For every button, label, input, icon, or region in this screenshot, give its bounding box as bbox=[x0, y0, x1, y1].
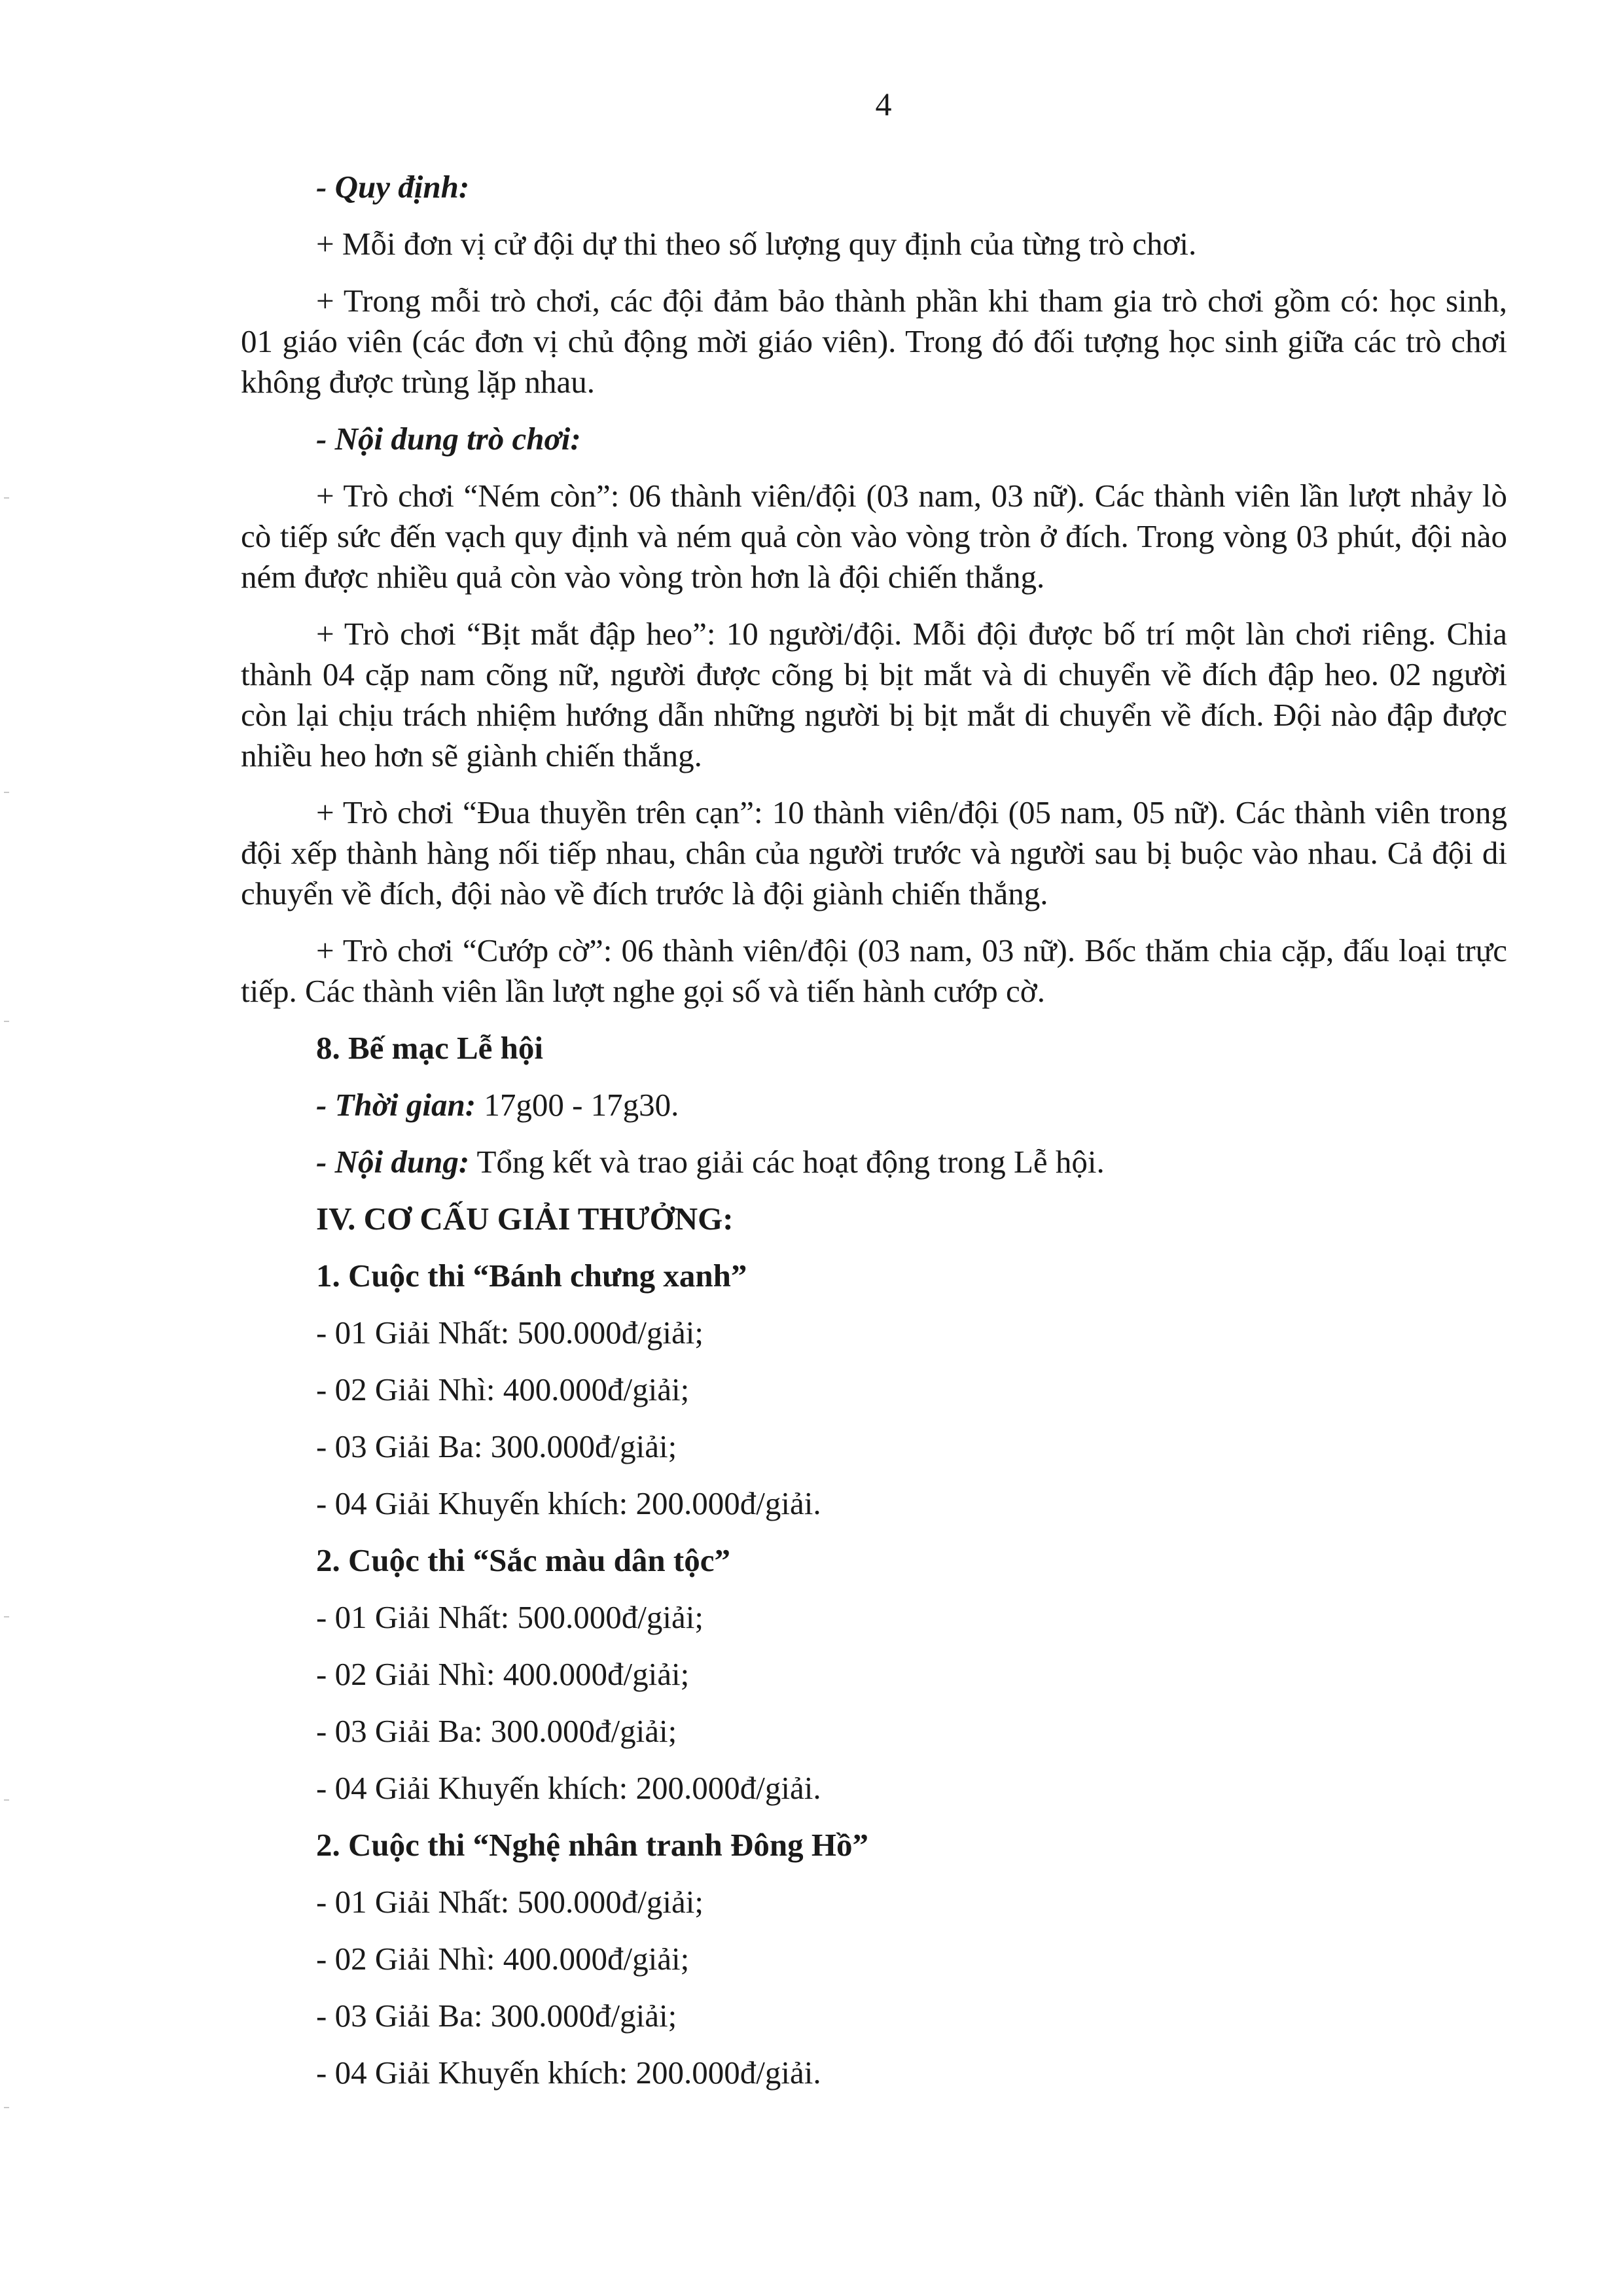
awards-heading: IV. CƠ CẤU GIẢI THƯỞNG: bbox=[316, 1201, 734, 1237]
rules-label bbox=[241, 167, 1507, 207]
document-body bbox=[241, 167, 1507, 2110]
prize-item: - 01 Giải Nhất: 500.000đ/giải; bbox=[316, 1884, 704, 1920]
prize-item: - 02 Giải Nhì: 400.000đ/giải; bbox=[316, 1656, 690, 1692]
scan-mark bbox=[4, 2107, 9, 2108]
prize-item: - 04 Giải Khuyến khích: 200.000đ/giải. bbox=[316, 1770, 821, 1806]
game-item: + Trò chơi “Ném còn”: 06 thành viên/đội (03 nam, 03 nữ). Các thành viên lần lượt nhảy lò cò tiếp sức đến vạch quy định và ném quả còn vào vòng tròn ở đích. Trong vòng 03 phút, đội nào ném được nhiều quả còn vào vòng tròn hơn là đội chiến thắng. bbox=[241, 478, 1507, 595]
game-item: + Trò chơi “Bịt mắt đập heo”: 10 người/đội. Mỗi đội được bố trí một làn chơi riêng. Chia thành 04 cặp nam cõng nữ, người được cõng bị bịt mắt và di chuyển về đích đập heo. 02 người còn lại chịu trách nhiệm hướng dẫn những người bị bịt mắt di chuyển về đích. Đội nào đập được nhiều heo hơn sẽ giành chiến thắng. bbox=[241, 616, 1507, 773]
prize-item: - 04 Giải Khuyến khích: 200.000đ/giải. bbox=[316, 1485, 821, 1521]
contest-title: 2. Cuộc thi “Sắc màu dân tộc” bbox=[316, 1542, 730, 1578]
prize-item: - 02 Giải Nhì: 400.000đ/giải; bbox=[316, 1371, 690, 1407]
contest-block bbox=[241, 1256, 1507, 1524]
games-label-text: - Nội dung trò chơi: bbox=[316, 421, 581, 457]
rules-label-text: - Quy định: bbox=[316, 169, 470, 205]
scan-mark bbox=[4, 792, 9, 793]
closing-time-label: - Thời gian: bbox=[316, 1087, 476, 1123]
prize-item: - 03 Giải Ba: 300.000đ/giải; bbox=[316, 1998, 677, 2034]
prize-item: - 04 Giải Khuyến khích: 200.000đ/giải. bbox=[316, 2055, 821, 2091]
prize-item: - 01 Giải Nhất: 500.000đ/giải; bbox=[316, 1315, 704, 1351]
prize-item: - 03 Giải Ba: 300.000đ/giải; bbox=[316, 1428, 677, 1464]
closing-content-label: - Nội dung: bbox=[316, 1144, 470, 1180]
contest-block bbox=[241, 1825, 1507, 2093]
scan-mark bbox=[4, 1799, 9, 1801]
closing-content-value: Tổng kết và trao giải các hoạt động trong Lễ hội. bbox=[469, 1144, 1105, 1180]
scan-mark bbox=[4, 1021, 9, 1022]
game-item: + Trò chơi “Đua thuyền trên cạn”: 10 thành viên/đội (05 nam, 05 nữ). Các thành viên trong đội xếp thành hàng nối tiếp nhau, chân của người trước và người sau bị buộc vào nhau. Cả đội di chuyển về đích, đội nào về đích trước là đội giành chiến thắng. bbox=[241, 794, 1507, 911]
prize-item: - 02 Giải Nhì: 400.000đ/giải; bbox=[316, 1941, 690, 1977]
scan-margin-marks bbox=[0, 0, 20, 2296]
game-item: + Trò chơi “Cướp cờ”: 06 thành viên/đội (03 nam, 03 nữ). Bốc thăm chia cặp, đấu loại trực tiếp. Các thành viên lần lượt nghe gọi số và tiến hành cướp cờ. bbox=[241, 932, 1507, 1009]
scan-mark bbox=[4, 1616, 9, 1617]
games-label bbox=[241, 419, 1507, 459]
contest-title: 2. Cuộc thi “Nghệ nhân tranh Đông Hồ” bbox=[316, 1827, 869, 1863]
closing-time bbox=[241, 1085, 1507, 1125]
rules-item: + Mỗi đơn vị cử đội dự thi theo số lượng quy định của từng trò chơi. bbox=[316, 226, 1197, 262]
contest-title: 1. Cuộc thi “Bánh chưng xanh” bbox=[316, 1258, 747, 1294]
closing-time-value: 17g00 - 17g30. bbox=[476, 1087, 679, 1123]
scan-mark bbox=[4, 497, 9, 499]
page-number: 4 bbox=[875, 86, 892, 122]
closing-heading: 8. Bế mạc Lễ hội bbox=[316, 1030, 544, 1066]
prize-item: - 03 Giải Ba: 300.000đ/giải; bbox=[316, 1713, 677, 1749]
contest-block bbox=[241, 1540, 1507, 1809]
closing-content bbox=[241, 1142, 1507, 1182]
prize-item: - 01 Giải Nhất: 500.000đ/giải; bbox=[316, 1599, 704, 1635]
rules-item: + Trong mỗi trò chơi, các đội đảm bảo thành phần khi tham gia trò chơi gồm có: học sinh, 01 giáo viên (các đơn vị chủ động mời giáo viên). Trong đó đối tượng học sinh giữa các trò chơi không được trùng lặp nhau. bbox=[241, 283, 1507, 400]
